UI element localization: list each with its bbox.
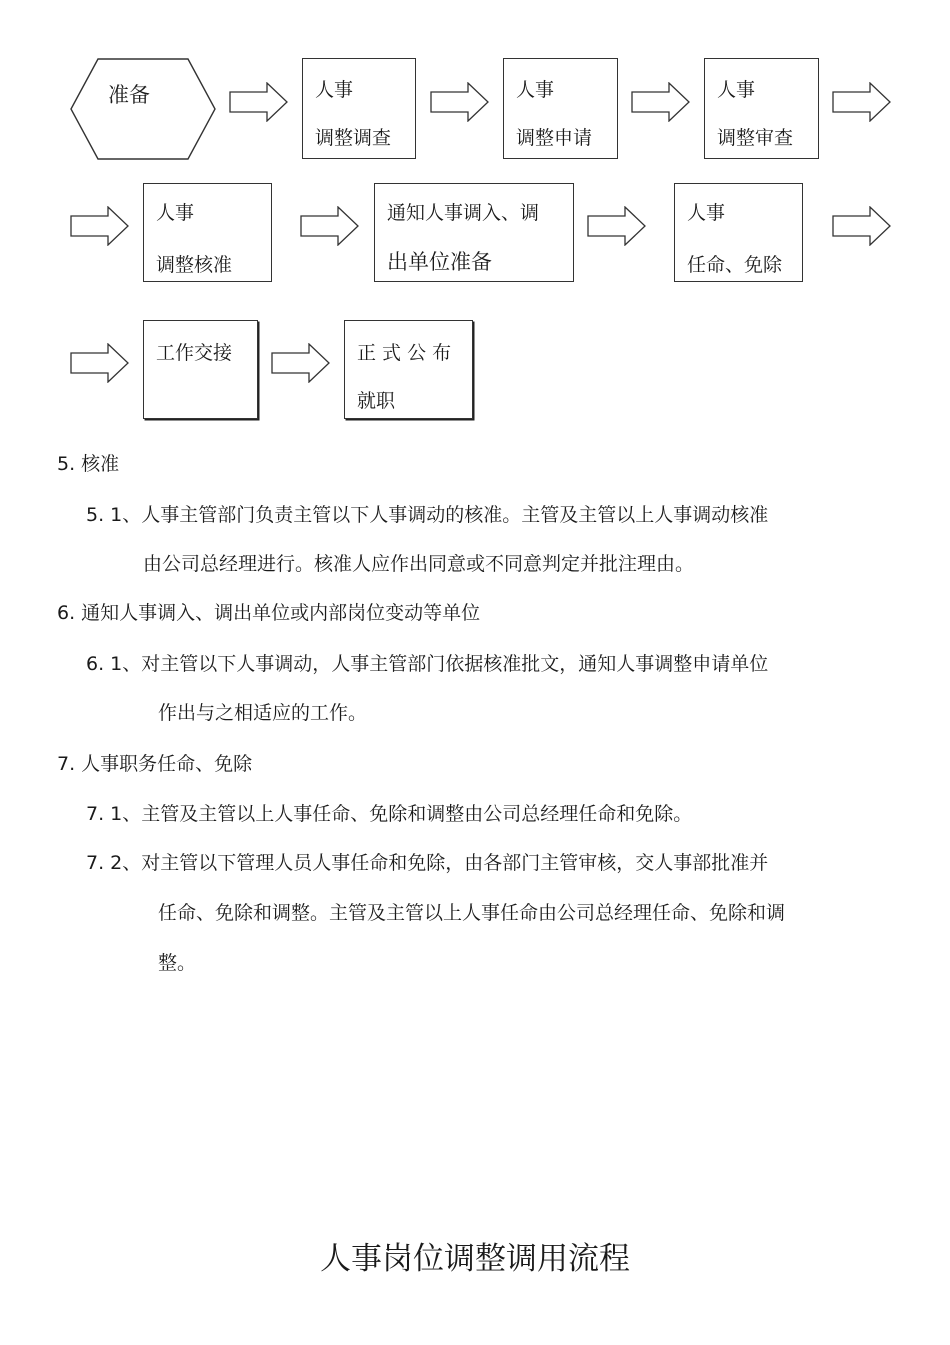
arrow-right-icon	[832, 82, 892, 122]
step-handover-line1: 工作交接	[156, 342, 233, 364]
step-announce-line2: 就职	[357, 390, 396, 412]
section-5-heading: 5. 核准	[57, 453, 120, 475]
step-notify-line1: 通知人事调入、调	[387, 202, 540, 224]
section-7-2-line1: 7. 2、对主管以下管理人员人事任命和免除，由各部门主管审核，交人事部批准并	[86, 852, 769, 874]
step-survey-line2: 调整调查	[315, 127, 392, 149]
step-review-line2: 调整审查	[717, 127, 794, 149]
section-6-heading: 6. 通知人事调入、调出单位或内部岗位变动等单位	[57, 602, 481, 624]
arrow-right-icon	[300, 206, 360, 246]
step-announce-line1: 正 式 公 布	[357, 342, 452, 364]
section-6-1-line1: 6. 1、对主管以下人事调动，人事主管部门依据核准批文，通知人事调整申请单位	[86, 653, 769, 675]
step-approval-line1: 人事	[156, 202, 195, 224]
step-appoint-line1: 人事	[687, 202, 726, 224]
step-review-box	[704, 58, 819, 159]
step-survey-box	[302, 58, 416, 159]
arrow-right-icon	[70, 206, 130, 246]
step-application-line1: 人事	[516, 79, 555, 101]
step-review-line1: 人事	[717, 79, 756, 101]
step-notify-line2: 出单位准备	[387, 250, 492, 274]
step-survey-line1: 人事	[315, 79, 354, 101]
step-appoint-box	[674, 183, 803, 282]
arrow-right-icon	[430, 82, 490, 122]
arrow-right-icon	[832, 206, 892, 246]
arrow-right-icon	[631, 82, 691, 122]
section-5-1-line1: 5. 1、人事主管部门负责主管以下人事调动的核准。主管及主管以上人事调动核准	[86, 504, 769, 526]
step-approval-line2: 调整核准	[156, 254, 233, 276]
section-5-1-line2: 由公司总经理进行。核准人应作出同意或不同意判定并批注理由。	[143, 553, 695, 575]
section-7-2-line3: 整。	[158, 952, 197, 974]
arrow-right-icon	[229, 82, 289, 122]
step-approval-box	[143, 183, 272, 282]
step-notify-box	[374, 183, 574, 282]
document-title: 人事岗位调整调用流程	[320, 1241, 630, 1277]
step-application-line2: 调整申请	[516, 127, 593, 149]
section-7-1-line1: 7. 1、主管及主管以上人事任命、免除和调整由公司总经理任命和免除。	[86, 803, 693, 825]
arrow-right-icon	[271, 343, 331, 383]
step-announce-box	[344, 320, 473, 419]
arrow-right-icon	[70, 343, 130, 383]
section-7-heading: 7. 人事职务任命、免除	[57, 753, 253, 775]
step-application-box	[503, 58, 618, 159]
arrow-right-icon	[587, 206, 647, 246]
start-hexagon	[70, 58, 216, 160]
step-handover-box	[143, 320, 258, 419]
start-label: 准备	[108, 83, 150, 107]
section-7-2-line2: 任命、免除和调整。主管及主管以上人事任命由公司总经理任命、免除和调	[158, 902, 786, 924]
section-6-1-line2: 作出与之相适应的工作。	[158, 702, 368, 724]
step-appoint-line2: 任命、免除	[687, 254, 783, 276]
